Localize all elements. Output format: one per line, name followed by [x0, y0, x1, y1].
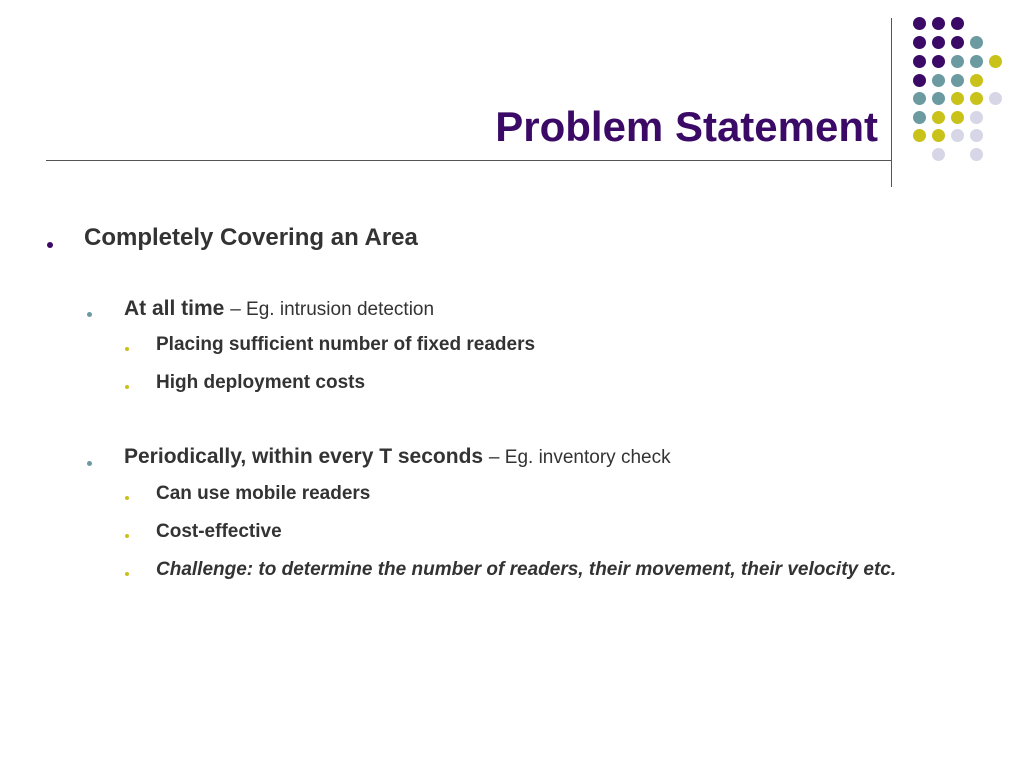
bullet-periodically-bold: Periodically, within every T seconds — [124, 445, 484, 468]
decorative-dot — [932, 111, 945, 124]
bullet-periodically — [124, 445, 671, 469]
decorative-dot — [970, 36, 983, 49]
decorative-dot — [951, 111, 964, 124]
bullet-level3 — [125, 572, 129, 576]
bullet-high-costs: High deployment costs — [156, 372, 366, 393]
decorative-dot — [913, 36, 926, 49]
bullet-level2 — [87, 312, 92, 317]
bullet-cost-effective: Cost-effective — [156, 521, 282, 542]
decorative-dot — [932, 74, 945, 87]
decorative-dot — [989, 55, 1002, 68]
decorative-dot — [951, 129, 964, 142]
decorative-dot — [951, 92, 964, 105]
bullet-level3 — [125, 534, 129, 538]
decorative-dot — [970, 55, 983, 68]
bullet-periodically-detail: – Eg. inventory check — [488, 447, 671, 468]
decorative-dot — [913, 92, 926, 105]
vertical-rule — [891, 18, 892, 187]
decorative-dot — [970, 129, 983, 142]
decorative-dot — [970, 74, 983, 87]
bullet-level3 — [125, 347, 129, 351]
decorative-dot — [932, 55, 945, 68]
bullet-level1 — [47, 242, 53, 248]
title-underline — [46, 160, 892, 161]
decorative-dot — [913, 74, 926, 87]
decorative-dot — [932, 92, 945, 105]
decorative-dot — [913, 129, 926, 142]
slide-title: Problem Statement — [495, 103, 878, 150]
bullet-at-all-time-bold: At all time — [124, 297, 225, 320]
bullet-challenge: Challenge: to determine the number of readers, their movement, their velocity etc. — [156, 559, 897, 580]
bullet-mobile-readers: Can use mobile readers — [156, 483, 371, 504]
decorative-dot — [970, 148, 983, 161]
decorative-dot — [932, 129, 945, 142]
bullet-level3 — [125, 385, 129, 389]
decorative-dot — [913, 17, 926, 30]
decorative-dot — [970, 111, 983, 124]
decorative-dot — [913, 55, 926, 68]
decorative-dot — [913, 111, 926, 124]
bullet-level3 — [125, 496, 129, 500]
decorative-dot — [932, 17, 945, 30]
decorative-dot — [951, 55, 964, 68]
decorative-dot — [951, 17, 964, 30]
bullet-at-all-time — [124, 297, 434, 321]
decorative-dot — [970, 92, 983, 105]
bullet-level2 — [87, 461, 92, 466]
decorative-dot — [932, 36, 945, 49]
decorative-dot — [951, 74, 964, 87]
decorative-dot — [932, 148, 945, 161]
decorative-dot — [989, 92, 1002, 105]
decorative-dot — [951, 36, 964, 49]
bullet-at-all-time-detail: – Eg. intrusion detection — [230, 299, 435, 320]
bullet-completely-covering: Completely Covering an Area — [84, 224, 418, 251]
bullet-placing-readers: Placing sufficient number of fixed readers — [156, 334, 536, 355]
